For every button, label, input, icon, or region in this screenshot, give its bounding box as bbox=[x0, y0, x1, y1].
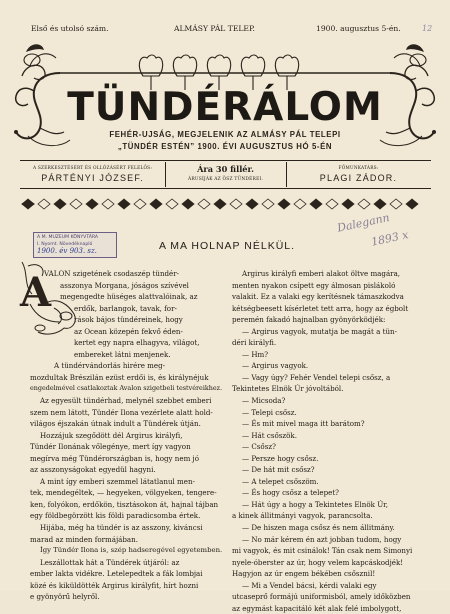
band-ornament bbox=[230, 199, 242, 209]
masthead-title: TÜNDÉRÁLOM bbox=[67, 85, 383, 130]
article-line: az egymást kapacitáló két alak felé imbolygott, bbox=[232, 603, 402, 613]
band-ornament bbox=[182, 199, 194, 209]
article-line: embereket látni menjenek. bbox=[74, 349, 171, 359]
article-line: — És mit mivel maga itt barátom? bbox=[242, 419, 365, 429]
article-line: — Csősz? bbox=[242, 442, 276, 452]
ornamental-band bbox=[20, 196, 431, 212]
article-line: Hijába, még ha tündér is az asszony, kiváncsi bbox=[40, 523, 203, 533]
article-line: peremén fakadó hajnalban gyönyörködjék: bbox=[232, 315, 386, 325]
article-line: — No már kérem én azt jobban tudom, hogy bbox=[242, 534, 402, 544]
band-ornament bbox=[22, 199, 34, 209]
article-line: — Vagy úgy? Fehér Vendel telepi csősz, a bbox=[242, 372, 391, 382]
article-line: a kinek állitmányi vagyok, parancsolta. bbox=[232, 511, 373, 521]
library-stamp bbox=[33, 232, 117, 258]
article-line: — Hm? bbox=[242, 349, 269, 359]
pencil-note-2: 1893 x bbox=[370, 228, 410, 249]
band-ornament bbox=[150, 199, 162, 209]
coworker-label: FŐMUNKATÁRS: bbox=[338, 166, 379, 171]
info-rule-bottom bbox=[20, 188, 431, 189]
article-line: Hozzájuk szegődött dél Argirus királyfi, bbox=[40, 430, 183, 440]
corner-pencil-number: 12 bbox=[422, 24, 433, 33]
article-line: közé és kiküldötték Argirus királyfit, hírt hozni bbox=[30, 580, 199, 590]
article-line: mi vagyok, és mit csinálok! Tán csak nem Simonyi bbox=[232, 546, 413, 556]
article-line: engedelmével csatlakoztak Avalon szigetbeli testvéreikhez. bbox=[30, 384, 223, 393]
article-line: Így Tündér Ilona is, szép hadseregével egyetemben. bbox=[40, 546, 223, 555]
band-ornament bbox=[326, 199, 338, 209]
article-line: rások bájos tündéreinek, hogy bbox=[74, 315, 183, 325]
band-ornament bbox=[342, 199, 354, 209]
pencil-note-1: Dalegann bbox=[336, 210, 391, 235]
band-ornament bbox=[262, 199, 274, 209]
band-ornament bbox=[214, 199, 226, 209]
article-line: egy földbegörzött kis földi paradicsomba értek. bbox=[30, 511, 201, 521]
stamp-line-1: A M. MUZEUM KÖNYVTÁRA bbox=[37, 235, 99, 240]
article-line: szem nem látott, Tündér Ilona vezérlete alatt hold- bbox=[30, 407, 213, 417]
article-line: menten nyakon csípett egy álmosan pislákoló bbox=[232, 280, 396, 290]
band-ornament bbox=[406, 199, 418, 209]
article-left-column bbox=[30, 268, 223, 603]
article-line: kétségbeesett kísérletet tett arra, hogy az égbolt bbox=[232, 303, 409, 313]
article-line: Leszállottak hát a Tündérek útjáról: az bbox=[40, 557, 180, 567]
article-line: — Hát csőszök. bbox=[242, 430, 297, 440]
band-ornament bbox=[310, 199, 322, 209]
editor-label: A SZERKESZTÉSÉRT ÉS OLLÓZÁSÉRT FELELŐS: bbox=[33, 166, 152, 171]
info-rule-top bbox=[20, 160, 431, 161]
band-ornament bbox=[374, 199, 386, 209]
article-line: kertet egy napra elhagyva, világot, bbox=[74, 338, 200, 348]
article-line: Tekintetes Elnök Úr jóvoltából. bbox=[232, 384, 344, 394]
article-line: e gyönyörű helyről. bbox=[30, 592, 100, 602]
article-line: — Mi a Vendel bácsi, kérdi valaki egy bbox=[242, 580, 377, 590]
stamp-line-3: 1900. év 903. sz. bbox=[37, 247, 97, 255]
masthead-subtitle-2: „TÜNDÉR ESTÉN” 1900. ÉVI AUGUSZTUS HÓ 5-ÉN bbox=[117, 142, 333, 151]
article-line: — Telepi csősz. bbox=[242, 407, 297, 417]
date-line: 1900. augusztus 5-én. bbox=[316, 24, 401, 33]
article-line: — És hogy csősz a telepet? bbox=[242, 488, 339, 498]
article-line: Az egyesült tündérhad, melynél szebbet emberi bbox=[40, 396, 212, 406]
band-ornament bbox=[70, 199, 82, 209]
price-note: ÁRUSÍJÁK AZ ÖSZ TÜNDÉREI. bbox=[187, 177, 264, 182]
band-ornament bbox=[278, 199, 290, 209]
article-line: világos éjszakán útnak indult a Tündérek útján. bbox=[30, 419, 201, 429]
band-ornament bbox=[54, 199, 66, 209]
band-ornament bbox=[166, 199, 178, 209]
article-line: nyele-óberster az úr, hogy velem kapcáskodjék! bbox=[232, 557, 404, 567]
article-line: megengedte hüséges alattvalóinak, az bbox=[60, 292, 198, 302]
article-line: — Persze hogy csősz. bbox=[242, 453, 319, 463]
stamp-line-2: I. Nyomt. Növedéknapló bbox=[37, 242, 93, 247]
band-ornament bbox=[390, 199, 402, 209]
article-line: az asszonyságokat egyedül hagyni. bbox=[30, 465, 156, 475]
price: Ára 30 fillér. bbox=[197, 164, 254, 174]
article-line: — Hát úgy a hogy a Tekintetes Elnök Úr, bbox=[242, 499, 389, 509]
article-right-column bbox=[232, 268, 432, 614]
article-line: Argirus királyfi emberi alakot öltve magára, bbox=[242, 269, 401, 278]
article-line: az Ocean közepén fekvő éden- bbox=[74, 326, 183, 336]
band-ornament bbox=[294, 199, 306, 209]
coworker-name: PLAGI ZÁDOR. bbox=[319, 173, 398, 183]
band-ornament bbox=[102, 199, 114, 209]
band-ornament bbox=[198, 199, 210, 209]
article-line: A tündérvándorlás hirére meg- bbox=[54, 361, 166, 371]
article-line: marad az minden formájában. bbox=[30, 534, 138, 544]
article-line: tek, mendegéltek, — hegyeken, völgyeken, tengere- bbox=[30, 488, 217, 498]
place-line: ALMÁSY PÁL TELEP. bbox=[174, 24, 255, 33]
article-title: A MA HOLNAP NÉLKÜL. bbox=[158, 240, 296, 252]
article-line: — Argirus vagyok, mutatja be magát a tün- bbox=[242, 326, 397, 336]
article-line: — A telepet csőszöm. bbox=[242, 476, 319, 486]
article-line: valakit. Ez a valaki egy kerítésnek támaszkodva bbox=[232, 292, 404, 302]
article-line: Hagyjon az úr engem békében csősznil! bbox=[232, 569, 376, 579]
issue-note: Első és utolsó szám. bbox=[31, 24, 109, 33]
article-line: — De hát mit csősz? bbox=[242, 465, 315, 475]
article-line: utcaseprő formájú uniformisból, amely időközben bbox=[232, 592, 411, 602]
article-line: erdők, barlangok, tavak, for- bbox=[74, 303, 177, 313]
article-line: ember lakta vidékre. Letelepedtek a fák lombjai bbox=[30, 569, 203, 579]
article-line: ken, folyókon, erdőkön, tisztásokon át, hajnal tájban bbox=[30, 499, 219, 509]
drop-cap-letter: A bbox=[20, 269, 52, 316]
article-line: megírva még Tündérországban is, hogy nem jó bbox=[30, 453, 200, 463]
band-ornament bbox=[38, 199, 50, 209]
band-ornament bbox=[246, 199, 258, 209]
article-line: déri királyfi. bbox=[232, 338, 277, 348]
band-ornament bbox=[86, 199, 98, 209]
article-line: A mint így emberi szemmel látatlanul men- bbox=[40, 476, 195, 486]
band-ornament bbox=[134, 199, 146, 209]
editor-name: PÁRTÉNYI JÓZSEF. bbox=[41, 173, 144, 183]
article-line: — Micsoda? bbox=[242, 396, 286, 406]
article-line: Tündér Ilonának vőlegénye, mert így vagyon bbox=[30, 442, 191, 452]
masthead-subtitle-1: FEHÉR-UJSÁG, MEGJELENIK AZ ALMÁSY PÁL TELEPI bbox=[109, 130, 341, 139]
article-line: — De hiszen maga csősz és nem állitmány. bbox=[242, 523, 395, 533]
article-line: VALON szigetének csodaszép tündér- bbox=[44, 269, 180, 278]
article-line: asszonya Morgana, jóságos szívével bbox=[60, 280, 189, 290]
article-line: mozdultak Brészilán ezüst erdői is, és királynéjuk bbox=[30, 372, 209, 382]
band-ornament bbox=[358, 199, 370, 209]
article-line: — Argirus vagyok. bbox=[242, 361, 309, 371]
band-ornament bbox=[118, 199, 130, 209]
